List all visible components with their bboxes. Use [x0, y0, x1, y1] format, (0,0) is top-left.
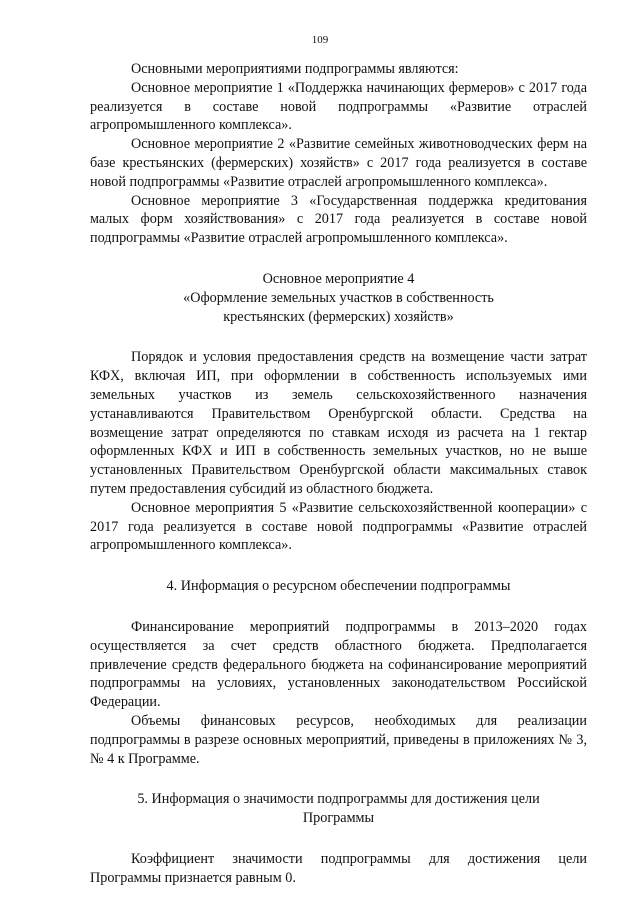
spacer [90, 828, 587, 850]
spacer [90, 555, 587, 577]
section-5-title-line-1: 5. Информация о значимости подпрограммы для достижения цели [137, 791, 540, 808]
measure-4-heading-line-2: «Оформление земельных участков в собственность [183, 289, 494, 306]
spacer [90, 768, 587, 790]
section-5-title [90, 790, 587, 828]
spacer [90, 596, 587, 618]
section-5-title-line-2: Программы [302, 810, 375, 827]
measure-4-heading-line-1: Основное мероприятие 4 [262, 270, 415, 287]
spacer [90, 326, 587, 348]
measure-3-paragraph: Основное мероприятие 3 «Государственная поддержка кредитования малых форм хозяйствования» с 2017 года реализуется в составе новой подпрограммы «Развитие отраслей агропромышленного комплекса». [90, 192, 587, 247]
significance-paragraph: Коэффициент значимости подпрограммы для достижения цели Программы признается равным 0. [90, 850, 587, 886]
page-number: 109 [311, 34, 329, 46]
measure-4-paragraph: Порядок и условия предоставления средств на возмещение части затрат КФХ, включая ИП, при оформлении в собственность используемых ими земельных участков из земель сельскохозяйственного назначения устанавливаются Правительством Оренбургской области. Средства на возмещение затрат определяются по ставкам исходя из расчета на 1 гектар оформленных КФХ и ИП в собственность земельных участков, но не выше установленных Правительством Оренбургской области максимальных ставок путем предоставления субсидий из областного бюджета. [90, 349, 587, 497]
document-body [90, 60, 587, 887]
section-4-title: 4. Информация о ресурсном обеспечении подпрограммы [166, 578, 511, 595]
intro-paragraph: Основными мероприятиями подпрограммы являются: [131, 61, 459, 77]
spacer [90, 248, 587, 270]
financing-paragraph: Финансирование мероприятий подпрограммы в 2013–2020 годах осуществляется за счет средств областного бюджета. Предполагается привлечение средств федерального бюджета на софинансирование мероприятий подпрограммы на условиях, установленных законодательством Российской Федерации. [90, 618, 587, 711]
measure-4-heading-line-3: крестьянских (фермерских) хозяйств» [223, 308, 454, 325]
financial-resources-paragraph: Объемы финансовых ресурсов, необходимых для реализации подпрограммы в разрезе основных мероприятий, приведены в приложениях № 3, № 4 к Программе. [90, 712, 587, 767]
measure-4-heading [90, 270, 587, 326]
measure-5-paragraph: Основное мероприятия 5 «Развитие сельскохозяйственной кооперации» с 2017 года реализуется в составе новой подпрограммы «Развитие отраслей агропромышленного комплекса». [90, 499, 587, 554]
measure-1-paragraph: Основное мероприятие 1 «Поддержка начинающих фермеров» с 2017 года реализуется в составе новой подпрограммы «Развитие отраслей агропромышленного комплекса». [90, 79, 587, 134]
measure-2-paragraph: Основное мероприятие 2 «Развитие семейных животноводческих ферм на базе крестьянских (фермерских) хозяйств» с 2017 года реализуется в составе новой подпрограммы «Развитие отраслей агропромышленного комплекса». [90, 136, 587, 190]
